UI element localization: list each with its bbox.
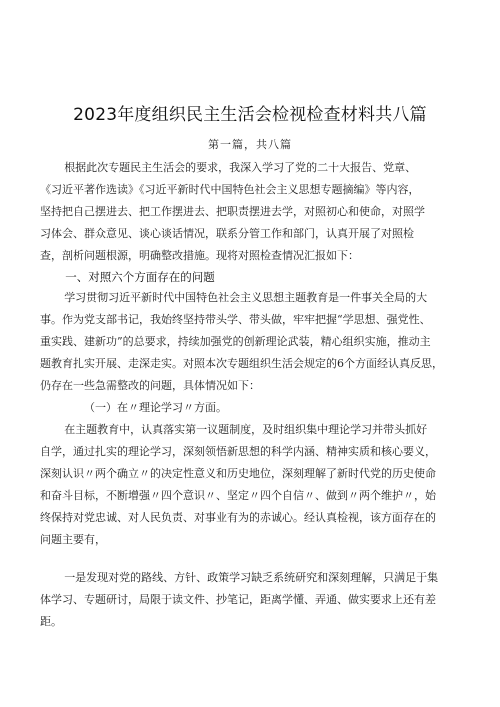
paragraph-line: 终保持对党忠诚、对人民负责、对事业有为的赤诚心。经认真检视，该方面存在的 [40,511,436,524]
heading-1: 一、对照六个方面存在的问题 [65,270,215,284]
paragraph-line: 自学，通过扎实的理论学习，深刻领悟新思想的科学内涵、精神实质和核心要义， [40,445,436,458]
subheading: （一）在〃理论学习〃方面。 [84,401,227,414]
paragraph-line: 体学习、专题研讨，局限于读文件、抄笔记，距离学懂、弄通、做实要求上还有差 [40,593,436,606]
paragraph-line: 题教育扎实开展、走深走实。对照本次专题组织生活会规定的6个方面经认真反思， [40,357,443,370]
paragraph-line: 仍存在一些急需整改的问题，具体情况如下： [40,379,260,392]
paragraph-line: 事。作为党支部书记，我始终坚持带头学、带头做，牢牢把握“学思想、强党性、 [40,313,431,326]
paragraph-line: 距。 [40,615,62,628]
paragraph-line: 在主题教育中，认真落实第一议题制度，及时组织集中理论学习并带头抓好 [64,423,428,436]
section-title: 第一篇，共八篇 [208,138,292,151]
document-body [40,157,460,633]
paragraph-line: 《习近平著作选读》《习近平新时代中国特色社会主义思想专题摘编》等内容， [40,183,420,196]
paragraph-line: 深刻认识〃两个确立〃的决定性意义和历史地位，深刻理解了新时代党的历史使命 [40,467,436,480]
spacer [40,551,460,567]
paragraph-line: 和奋斗目标，不断增强〃四个意识〃、坚定〃四个自信〃、做到〃两个维护〃，始 [40,489,436,502]
paragraph-line: 问题主要有， [40,533,106,546]
paragraph-line: 习体会、群众意见、谈心谈话情况，联系分管工作和部门，认真开展了对照检 [40,227,414,240]
paragraph-line: 一是发现对党的路线、方针、政策学习缺乏系统研究和深刻理解，只满足于集 [64,571,439,584]
document-title: 2023年度组织民主生活会检视检查材料共八篇 [73,105,427,125]
paragraph-line: 重实践、建新功”的总要求，持续加强党的创新理论武装，精心组织实施，推动主 [40,335,431,348]
paragraph-line: 坚持把自己摆进去、把工作摆进去、把职责摆进去学，对照初心和使命，对照学 [40,205,425,218]
paragraph-line: 查，剖析问题根源，明确整改措施。现将对照检查情况汇报如下： [40,249,359,262]
paragraph-line: 学习贯彻习近平新时代中国特色社会主义思想主题教育是一件事关全局的大 [64,291,428,304]
paragraph-line: 根据此次专题民主生活会的要求，我深入学习了党的二十大报告、党章、 [64,161,417,174]
